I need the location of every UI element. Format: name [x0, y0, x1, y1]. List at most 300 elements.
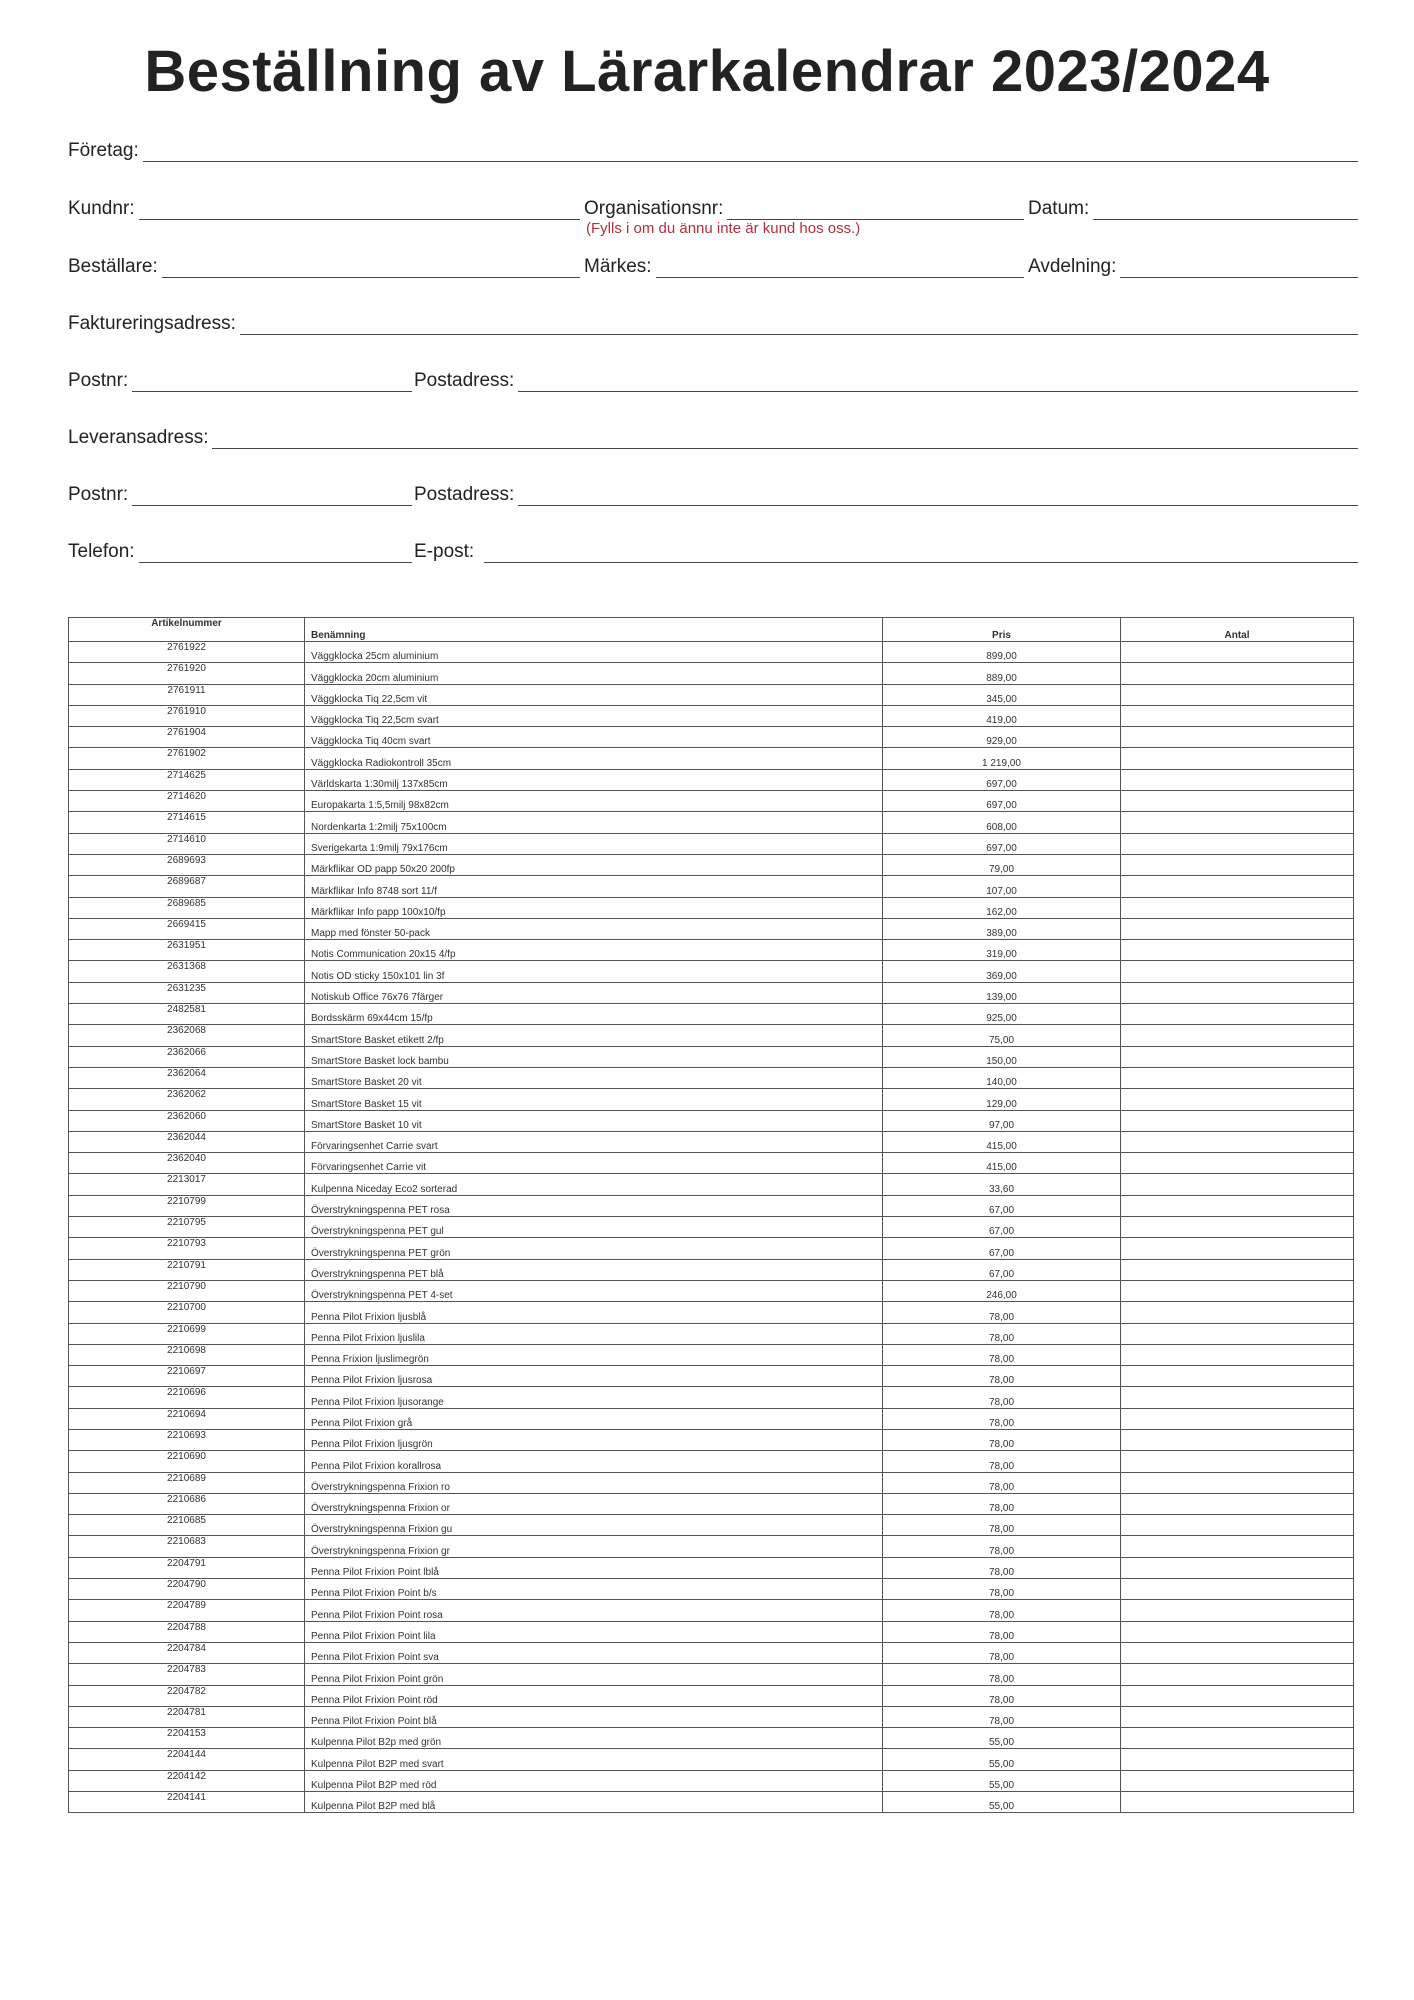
price-cell: 608,00 — [883, 812, 1121, 833]
department-field[interactable] — [1028, 256, 1358, 278]
table-row — [69, 1515, 1354, 1536]
table-row — [69, 1621, 1354, 1642]
description-cell: Kulpenna Pilot B2p med grön — [305, 1728, 883, 1749]
quantity-cell[interactable] — [1121, 705, 1354, 726]
table-row — [69, 1280, 1354, 1301]
article-number-cell: 2362040 — [69, 1153, 305, 1174]
price-cell: 55,00 — [883, 1728, 1121, 1749]
price-cell: 78,00 — [883, 1302, 1121, 1323]
quantity-cell[interactable] — [1121, 918, 1354, 939]
quantity-cell[interactable] — [1121, 1387, 1354, 1408]
quantity-cell[interactable] — [1121, 1259, 1354, 1280]
table-row — [69, 748, 1354, 769]
description-cell: Penna Pilot Frixion ljusrosa — [305, 1366, 883, 1387]
description-cell: Bordsskärm 69x44cm 15/fp — [305, 1004, 883, 1025]
quantity-cell[interactable] — [1121, 1153, 1354, 1174]
description-cell: Penna Frixion ljuslimegrön — [305, 1344, 883, 1365]
article-number-cell: 2761922 — [69, 642, 305, 663]
quantity-cell[interactable] — [1121, 769, 1354, 790]
article-number-cell: 2689693 — [69, 854, 305, 875]
quantity-cell[interactable] — [1121, 1621, 1354, 1642]
description-cell: SmartStore Basket 20 vit — [305, 1067, 883, 1088]
table-row — [69, 1493, 1354, 1514]
table-row — [69, 1429, 1354, 1450]
price-cell: 55,00 — [883, 1749, 1121, 1770]
price-cell: 78,00 — [883, 1429, 1121, 1450]
header-description: Benämning — [305, 618, 883, 642]
price-cell: 415,00 — [883, 1153, 1121, 1174]
quantity-cell[interactable] — [1121, 897, 1354, 918]
table-row — [69, 1536, 1354, 1557]
price-cell: 78,00 — [883, 1366, 1121, 1387]
orderer-input-line[interactable] — [162, 257, 580, 278]
description-cell: SmartStore Basket 10 vit — [305, 1110, 883, 1131]
description-cell: Märkflikar Info 8748 sort 11/f — [305, 876, 883, 897]
description-cell: Förvaringsenhet Carrie vit — [305, 1153, 883, 1174]
description-cell: Överstrykningspenna Frixion or — [305, 1493, 883, 1514]
billing-city-field[interactable] — [414, 370, 1358, 392]
price-cell: 78,00 — [883, 1642, 1121, 1663]
description-cell: Kulpenna Pilot B2P med röd — [305, 1770, 883, 1791]
article-number-cell: 2714615 — [69, 812, 305, 833]
price-cell: 697,00 — [883, 833, 1121, 854]
article-number-cell: 2761911 — [69, 684, 305, 705]
quantity-cell[interactable] — [1121, 684, 1354, 705]
price-cell: 79,00 — [883, 854, 1121, 875]
billing-city-label: Postadress: — [414, 370, 515, 391]
price-cell: 78,00 — [883, 1621, 1121, 1642]
table-row — [69, 1153, 1354, 1174]
article-number-cell: 2210686 — [69, 1493, 305, 1514]
org-number-hint: (Fylls i om du ännu inte är kund hos oss.) — [586, 220, 861, 237]
table-row — [69, 1004, 1354, 1025]
quantity-cell[interactable] — [1121, 1004, 1354, 1025]
price-cell: 75,00 — [883, 1025, 1121, 1046]
description-cell: Penna Pilot Frixion grå — [305, 1408, 883, 1429]
price-cell: 33,60 — [883, 1174, 1121, 1195]
description-cell: Överstrykningspenna Frixion ro — [305, 1472, 883, 1493]
article-number-cell: 2213017 — [69, 1174, 305, 1195]
product-table — [68, 617, 1354, 1813]
delivery-city-input-line[interactable] — [518, 485, 1358, 506]
table-row — [69, 1387, 1354, 1408]
description-cell: Penna Pilot Frixion Point lblå — [305, 1557, 883, 1578]
delivery-address-field[interactable] — [68, 427, 1358, 449]
phone-field[interactable] — [68, 541, 412, 563]
description-cell: Europakarta 1:5,5milj 98x82cm — [305, 791, 883, 812]
delivery-address-label: Leveransadress: — [68, 427, 209, 448]
price-cell: 925,00 — [883, 1004, 1121, 1025]
quantity-cell[interactable] — [1121, 1025, 1354, 1046]
billing-address-input-line[interactable] — [240, 314, 1358, 335]
table-row — [69, 812, 1354, 833]
quantity-cell[interactable] — [1121, 1600, 1354, 1621]
quantity-cell[interactable] — [1121, 961, 1354, 982]
description-cell: SmartStore Basket 15 vit — [305, 1089, 883, 1110]
quantity-cell[interactable] — [1121, 1280, 1354, 1301]
quantity-cell[interactable] — [1121, 1642, 1354, 1663]
org-number-input-line[interactable] — [727, 199, 1024, 220]
article-number-cell: 2210683 — [69, 1536, 305, 1557]
quantity-cell[interactable] — [1121, 1131, 1354, 1152]
price-cell: 345,00 — [883, 684, 1121, 705]
price-cell: 67,00 — [883, 1195, 1121, 1216]
table-row — [69, 705, 1354, 726]
quantity-cell[interactable] — [1121, 663, 1354, 684]
price-cell: 415,00 — [883, 1131, 1121, 1152]
price-cell: 78,00 — [883, 1515, 1121, 1536]
table-row — [69, 1664, 1354, 1685]
article-number-cell: 2210693 — [69, 1429, 305, 1450]
price-cell: 78,00 — [883, 1387, 1121, 1408]
quantity-cell[interactable] — [1121, 940, 1354, 961]
quantity-cell[interactable] — [1121, 1344, 1354, 1365]
quantity-cell[interactable] — [1121, 876, 1354, 897]
description-cell: Väggklocka 25cm aluminium — [305, 642, 883, 663]
article-number-cell: 2210791 — [69, 1259, 305, 1280]
price-cell: 389,00 — [883, 918, 1121, 939]
quantity-cell[interactable] — [1121, 1323, 1354, 1344]
table-row — [69, 1344, 1354, 1365]
customer-number-input-line[interactable] — [139, 199, 580, 220]
article-number-cell: 2204788 — [69, 1621, 305, 1642]
article-number-cell: 2204790 — [69, 1579, 305, 1600]
description-cell: Överstrykningspenna Frixion gr — [305, 1536, 883, 1557]
form-row-contact — [68, 523, 1358, 563]
description-cell: Penna Pilot Frixion Point lila — [305, 1621, 883, 1642]
form-row-billing — [68, 295, 1358, 335]
quantity-cell[interactable] — [1121, 1238, 1354, 1259]
billing-postcode-input-line[interactable] — [132, 371, 412, 392]
article-number-cell: 2362068 — [69, 1025, 305, 1046]
price-cell: 1 219,00 — [883, 748, 1121, 769]
description-cell: Notiskub Office 76x76 7färger — [305, 982, 883, 1003]
table-row — [69, 897, 1354, 918]
table-row — [69, 1728, 1354, 1749]
table-row — [69, 833, 1354, 854]
table-body — [69, 642, 1354, 1813]
article-number-cell: 2204781 — [69, 1706, 305, 1727]
price-cell: 697,00 — [883, 791, 1121, 812]
description-cell: Mapp med fönster 50-pack — [305, 918, 883, 939]
article-number-cell: 2210700 — [69, 1302, 305, 1323]
form-row-company — [68, 122, 1358, 162]
article-number-cell: 2210699 — [69, 1323, 305, 1344]
article-number-cell: 2482581 — [69, 1004, 305, 1025]
article-number-cell: 2204142 — [69, 1770, 305, 1791]
quantity-cell[interactable] — [1121, 982, 1354, 1003]
description-cell: Penna Pilot Frixion Point rosa — [305, 1600, 883, 1621]
price-cell: 67,00 — [883, 1259, 1121, 1280]
price-cell: 55,00 — [883, 1792, 1121, 1813]
article-number-cell: 2204153 — [69, 1728, 305, 1749]
table-row — [69, 1557, 1354, 1578]
price-cell: 697,00 — [883, 769, 1121, 790]
description-cell: Sverigekarta 1:9milj 79x176cm — [305, 833, 883, 854]
quantity-cell[interactable] — [1121, 1302, 1354, 1323]
quantity-cell[interactable] — [1121, 1664, 1354, 1685]
company-field[interactable] — [68, 140, 1358, 162]
orderer-field[interactable] — [68, 256, 580, 278]
price-cell: 78,00 — [883, 1664, 1121, 1685]
article-number-cell: 2689687 — [69, 876, 305, 897]
description-cell: Kulpenna Niceday Eco2 sorterad — [305, 1174, 883, 1195]
price-cell: 78,00 — [883, 1600, 1121, 1621]
price-cell: 78,00 — [883, 1685, 1121, 1706]
email-label: E-post: — [414, 541, 475, 562]
description-cell: Överstrykningspenna PET rosa — [305, 1195, 883, 1216]
delivery-city-field[interactable] — [414, 484, 1358, 506]
price-cell: 889,00 — [883, 663, 1121, 684]
quantity-cell[interactable] — [1121, 1110, 1354, 1131]
article-number-cell: 2210698 — [69, 1344, 305, 1365]
table-row — [69, 1792, 1354, 1813]
billing-postcode-label: Postnr: — [68, 370, 129, 391]
marking-field[interactable] — [584, 256, 1024, 278]
article-number-cell: 2761910 — [69, 705, 305, 726]
email-input-line[interactable] — [484, 542, 1358, 563]
quantity-cell[interactable] — [1121, 1728, 1354, 1749]
description-cell: Märkflikar OD papp 50x20 200fp — [305, 854, 883, 875]
description-cell: Penna Pilot Frixion Point sva — [305, 1642, 883, 1663]
price-cell: 78,00 — [883, 1323, 1121, 1344]
quantity-cell[interactable] — [1121, 1749, 1354, 1770]
article-number-cell: 2204782 — [69, 1685, 305, 1706]
article-number-cell: 2761904 — [69, 727, 305, 748]
billing-city-input-line[interactable] — [518, 371, 1358, 392]
price-cell: 78,00 — [883, 1472, 1121, 1493]
table-row — [69, 1642, 1354, 1663]
quantity-cell[interactable] — [1121, 1089, 1354, 1110]
description-cell: Penna Pilot Frixion ljusblå — [305, 1302, 883, 1323]
marking-input-line[interactable] — [656, 257, 1024, 278]
table-row — [69, 854, 1354, 875]
quantity-cell[interactable] — [1121, 854, 1354, 875]
org-number-field[interactable] — [584, 198, 1024, 220]
table-row — [69, 1217, 1354, 1238]
quantity-cell[interactable] — [1121, 1174, 1354, 1195]
header-price: Pris — [883, 618, 1121, 642]
table-row — [69, 1067, 1354, 1088]
article-number-cell: 2204791 — [69, 1557, 305, 1578]
article-number-cell: 2204783 — [69, 1664, 305, 1685]
article-number-cell: 2204144 — [69, 1749, 305, 1770]
form-row-delivery-postal — [68, 466, 1358, 506]
quantity-cell[interactable] — [1121, 791, 1354, 812]
article-number-cell: 2714625 — [69, 769, 305, 790]
department-label: Avdelning: — [1028, 256, 1117, 277]
article-number-cell: 2210799 — [69, 1195, 305, 1216]
quantity-cell[interactable] — [1121, 1472, 1354, 1493]
table-row — [69, 1195, 1354, 1216]
article-number-cell: 2210685 — [69, 1515, 305, 1536]
description-cell: Penna Pilot Frixion Point grön — [305, 1664, 883, 1685]
quantity-cell[interactable] — [1121, 1067, 1354, 1088]
price-cell: 78,00 — [883, 1557, 1121, 1578]
price-cell: 150,00 — [883, 1046, 1121, 1067]
quantity-cell[interactable] — [1121, 1451, 1354, 1472]
price-cell: 129,00 — [883, 1089, 1121, 1110]
quantity-cell[interactable] — [1121, 833, 1354, 854]
description-cell: Penna Pilot Frixion Point röd — [305, 1685, 883, 1706]
description-cell: Överstrykningspenna PET blå — [305, 1259, 883, 1280]
price-cell: 369,00 — [883, 961, 1121, 982]
quantity-cell[interactable] — [1121, 1429, 1354, 1450]
quantity-cell[interactable] — [1121, 1706, 1354, 1727]
description-cell: Kulpenna Pilot B2P med svart — [305, 1749, 883, 1770]
quantity-cell[interactable] — [1121, 1770, 1354, 1791]
article-number-cell: 2362060 — [69, 1110, 305, 1131]
quantity-cell[interactable] — [1121, 748, 1354, 769]
date-field[interactable] — [1028, 198, 1358, 220]
billing-address-label: Faktureringsadress: — [68, 313, 236, 334]
description-cell: Märkflikar Info papp 100x10/fp — [305, 897, 883, 918]
phone-input-line[interactable] — [139, 542, 412, 563]
table-row — [69, 1302, 1354, 1323]
form-row-billing-postal — [68, 352, 1358, 392]
article-number-cell: 2761920 — [69, 663, 305, 684]
table-row — [69, 1749, 1354, 1770]
description-cell: Penna Pilot Frixion Point blå — [305, 1706, 883, 1727]
table-row — [69, 1770, 1354, 1791]
description-cell: Nordenkarta 1:2milj 75x100cm — [305, 812, 883, 833]
table-row — [69, 961, 1354, 982]
price-cell: 78,00 — [883, 1536, 1121, 1557]
quantity-cell[interactable] — [1121, 1493, 1354, 1514]
table-row — [69, 791, 1354, 812]
description-cell: Notis Communication 20x15 4/fp — [305, 940, 883, 961]
article-number-cell: 2210694 — [69, 1408, 305, 1429]
table-row — [69, 1131, 1354, 1152]
article-number-cell: 2210795 — [69, 1217, 305, 1238]
article-number-cell: 2362066 — [69, 1046, 305, 1067]
form-row-orderer — [68, 238, 1358, 278]
table-row — [69, 1685, 1354, 1706]
company-input-line[interactable] — [143, 141, 1358, 162]
price-cell: 78,00 — [883, 1451, 1121, 1472]
price-cell: 246,00 — [883, 1280, 1121, 1301]
delivery-address-input-line[interactable] — [212, 428, 1358, 449]
table-row — [69, 1366, 1354, 1387]
marking-label: Märkes: — [584, 256, 652, 277]
article-number-cell: 2631368 — [69, 961, 305, 982]
table-row — [69, 940, 1354, 961]
quantity-cell[interactable] — [1121, 1195, 1354, 1216]
table-row — [69, 1089, 1354, 1110]
table-row — [69, 1408, 1354, 1429]
quantity-cell[interactable] — [1121, 1408, 1354, 1429]
article-number-cell: 2210790 — [69, 1280, 305, 1301]
article-number-cell: 2714620 — [69, 791, 305, 812]
email-field[interactable] — [414, 541, 1358, 563]
price-cell: 55,00 — [883, 1770, 1121, 1791]
description-cell: Penna Pilot Frixion ljusorange — [305, 1387, 883, 1408]
table-row — [69, 642, 1354, 663]
quantity-cell[interactable] — [1121, 812, 1354, 833]
article-number-cell: 2210689 — [69, 1472, 305, 1493]
customer-number-label: Kundnr: — [68, 198, 135, 219]
description-cell: Världskarta 1:30milj 137x85cm — [305, 769, 883, 790]
delivery-postcode-label: Postnr: — [68, 484, 129, 505]
price-cell: 67,00 — [883, 1217, 1121, 1238]
quantity-cell[interactable] — [1121, 1515, 1354, 1536]
quantity-cell[interactable] — [1121, 1046, 1354, 1067]
description-cell: Överstrykningspenna Frixion gu — [305, 1515, 883, 1536]
table-row — [69, 1472, 1354, 1493]
price-cell: 78,00 — [883, 1344, 1121, 1365]
price-cell: 140,00 — [883, 1067, 1121, 1088]
department-input-line[interactable] — [1120, 257, 1358, 278]
quantity-cell[interactable] — [1121, 727, 1354, 748]
article-number-cell: 2204141 — [69, 1792, 305, 1813]
description-cell: Penna Pilot Frixion korallrosa — [305, 1451, 883, 1472]
article-number-cell: 2631235 — [69, 982, 305, 1003]
billing-postcode-field[interactable] — [68, 370, 412, 392]
table-row — [69, 1706, 1354, 1727]
page-title: Beställning av Lärarkalendrar 2023/2024 — [144, 39, 1270, 104]
billing-address-field[interactable] — [68, 313, 1358, 335]
description-cell: Penna Pilot Frixion ljusgrön — [305, 1429, 883, 1450]
table-row — [69, 1174, 1354, 1195]
description-cell: SmartStore Basket etikett 2/fp — [305, 1025, 883, 1046]
article-number-cell: 2631951 — [69, 940, 305, 961]
table-row — [69, 918, 1354, 939]
description-cell: Väggklocka Tiq 22,5cm vit — [305, 684, 883, 705]
price-cell: 107,00 — [883, 876, 1121, 897]
description-cell: Penna Pilot Frixion Point b/s — [305, 1579, 883, 1600]
description-cell: Väggklocka 20cm aluminium — [305, 663, 883, 684]
quantity-cell[interactable] — [1121, 1366, 1354, 1387]
article-number-cell: 2669415 — [69, 918, 305, 939]
delivery-city-label: Postadress: — [414, 484, 515, 505]
table-row — [69, 982, 1354, 1003]
quantity-cell[interactable] — [1121, 1217, 1354, 1238]
price-cell: 419,00 — [883, 705, 1121, 726]
table-row — [69, 1025, 1354, 1046]
table-row — [69, 1259, 1354, 1280]
price-cell: 899,00 — [883, 642, 1121, 663]
phone-label: Telefon: — [68, 541, 135, 562]
delivery-postcode-field[interactable] — [68, 484, 412, 506]
price-cell: 139,00 — [883, 982, 1121, 1003]
date-input-line[interactable] — [1093, 199, 1358, 220]
article-number-cell: 2210690 — [69, 1451, 305, 1472]
customer-number-field[interactable] — [68, 198, 580, 220]
quantity-cell[interactable] — [1121, 1579, 1354, 1600]
table-row — [69, 1238, 1354, 1259]
quantity-cell[interactable] — [1121, 642, 1354, 663]
price-cell: 319,00 — [883, 940, 1121, 961]
orderer-label: Beställare: — [68, 256, 158, 277]
description-cell: Överstrykningspenna PET gul — [305, 1217, 883, 1238]
quantity-cell[interactable] — [1121, 1685, 1354, 1706]
quantity-cell[interactable] — [1121, 1536, 1354, 1557]
quantity-cell[interactable] — [1121, 1557, 1354, 1578]
price-cell: 67,00 — [883, 1238, 1121, 1259]
article-number-cell: 2362062 — [69, 1089, 305, 1110]
table-row — [69, 1323, 1354, 1344]
quantity-cell[interactable] — [1121, 1792, 1354, 1813]
table-row — [69, 876, 1354, 897]
description-cell: Penna Pilot Frixion ljuslila — [305, 1323, 883, 1344]
description-cell: Notis OD sticky 150x101 lin 3f — [305, 961, 883, 982]
table-row — [69, 1600, 1354, 1621]
description-cell: Väggklocka Radiokontroll 35cm — [305, 748, 883, 769]
table-row — [69, 1451, 1354, 1472]
description-cell: Förvaringsenhet Carrie svart — [305, 1131, 883, 1152]
delivery-postcode-input-line[interactable] — [132, 485, 412, 506]
form-row-delivery — [68, 409, 1358, 449]
